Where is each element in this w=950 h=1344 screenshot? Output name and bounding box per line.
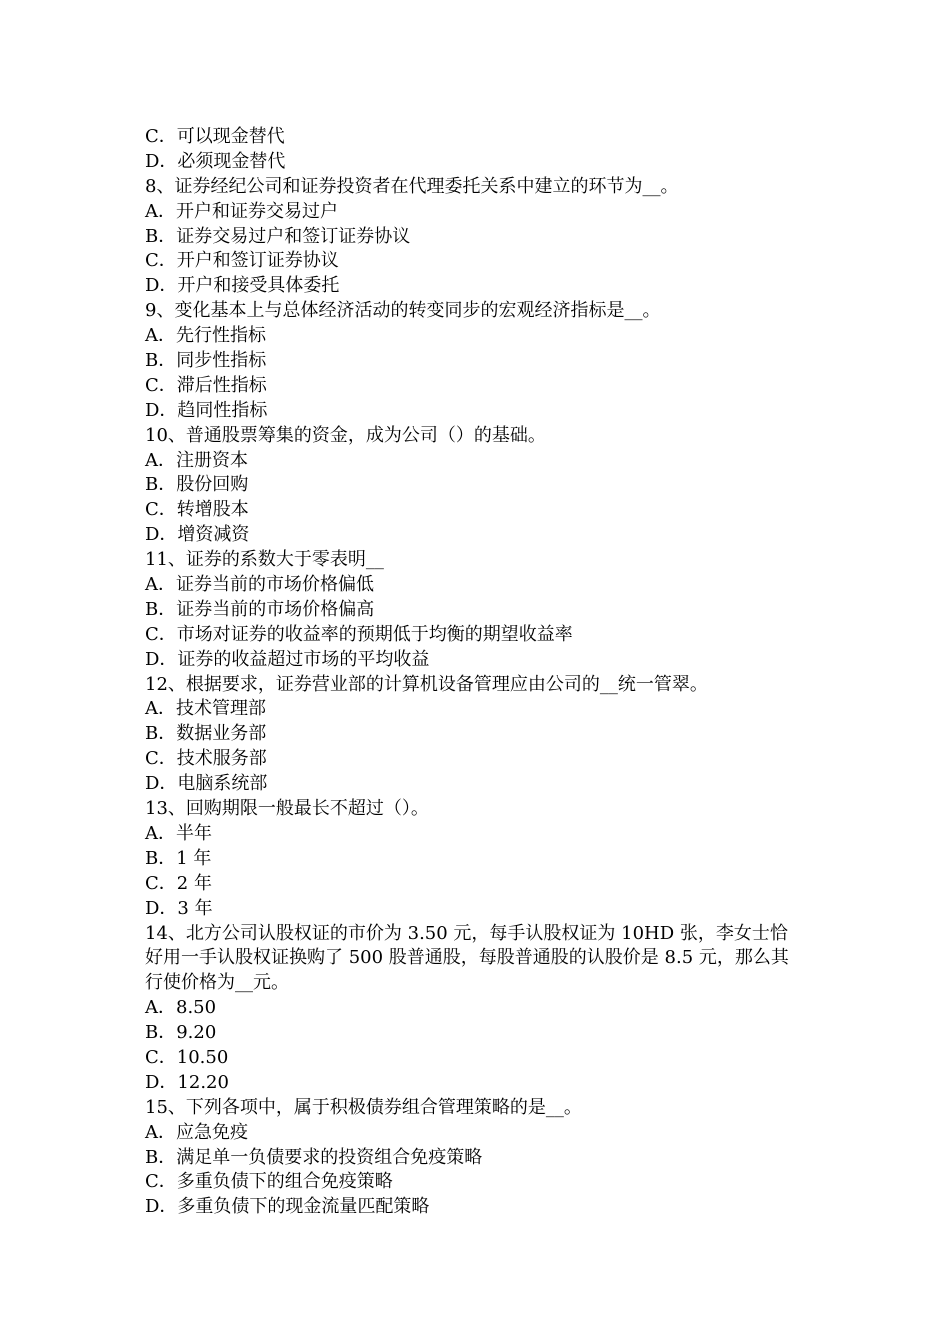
question-12-option-b: B．数据业务部 bbox=[145, 723, 267, 745]
question-15: 15、下列各项中，属于积极债券组合管理策略的是__。 bbox=[145, 1096, 582, 1118]
question-8: 8、证券经纪公司和证券投资者在代理委托关系中建立的环节为__。 bbox=[145, 175, 679, 197]
question-11-option-d: D．证券的收益超过市场的平均收益 bbox=[145, 648, 430, 670]
option-d-line: D．必须现金替代 bbox=[145, 150, 286, 172]
question-15-option-b: B．满足单一负债要求的投资组合免疫策略 bbox=[145, 1146, 483, 1168]
question-12-option-d: D．电脑系统部 bbox=[145, 773, 268, 795]
question-9-option-d: D．趋同性指标 bbox=[145, 399, 268, 421]
question-13-option-c: C．2 年 bbox=[145, 872, 212, 894]
question-10-option-d: D．增资减资 bbox=[145, 524, 250, 546]
question-8-option-c: C．开户和签订证券协议 bbox=[145, 250, 339, 272]
question-14-line-3: 行使价格为__元。 bbox=[145, 972, 289, 994]
question-15-option-a: A．应急免疫 bbox=[145, 1121, 248, 1143]
question-12-option-a: A．技术管理部 bbox=[145, 698, 266, 720]
question-13: 13、回购期限一般最长不超过（）。 bbox=[145, 798, 429, 820]
question-11-option-c: C．市场对证券的收益率的预期低于均衡的期望收益率 bbox=[145, 623, 573, 645]
question-15-option-c: C．多重负债下的组合免疫策略 bbox=[145, 1171, 393, 1193]
question-11-option-b: B．证券当前的市场价格偏高 bbox=[145, 598, 375, 620]
question-12: 12、根据要求，证券营业部的计算机设备管理应由公司的__统一管翠。 bbox=[145, 673, 708, 695]
question-9-option-c: C．滞后性指标 bbox=[145, 374, 267, 396]
question-10: 10、普通股票筹集的资金，成为公司（）的基础。 bbox=[145, 424, 546, 446]
question-11-option-a: A．证券当前的市场价格偏低 bbox=[145, 574, 374, 596]
question-14-option-a: A．8.50 bbox=[145, 997, 217, 1019]
question-9: 9、变化基本上与总体经济活动的转变同步的宏观经济指标是__。 bbox=[145, 300, 661, 322]
question-10-option-b: B．股份回购 bbox=[145, 474, 249, 496]
option-c-line: C．可以现金替代 bbox=[145, 126, 285, 147]
question-12-option-c: C．技术服务部 bbox=[145, 748, 267, 770]
question-14-line-1: 14、北方公司认股权证的市价为 3.50 元，每手认股权证为 10HD 张，李女士恰 bbox=[145, 922, 788, 944]
question-13-option-a: A．半年 bbox=[145, 822, 212, 844]
question-14-option-d: D．12.20 bbox=[145, 1071, 229, 1093]
question-10-option-a: A．注册资本 bbox=[145, 449, 248, 471]
question-14-line-2: 好用一手认股权证换购了 500 股普通股，每股普通股的认股价是 8.5 元，那么其 bbox=[145, 947, 789, 969]
question-8-option-b: B．证券交易过户和签订证券协议 bbox=[145, 225, 411, 247]
question-14-option-c: C．10.50 bbox=[145, 1046, 229, 1068]
question-10-option-c: C．转增股本 bbox=[145, 499, 249, 521]
document-body bbox=[145, 125, 815, 1220]
question-13-option-b: B．1 年 bbox=[145, 847, 212, 869]
question-13-option-d: D．3 年 bbox=[145, 897, 213, 919]
question-9-option-b: B．同步性指标 bbox=[145, 350, 267, 372]
question-8-option-a: A．开户和证券交易过户 bbox=[145, 200, 338, 222]
question-9-option-a: A．先行性指标 bbox=[145, 325, 266, 347]
question-14-option-b: B．9.20 bbox=[145, 1022, 217, 1044]
question-11: 11、证券的系数大于零表明__ bbox=[145, 549, 384, 571]
question-8-option-d: D．开户和接受具体委托 bbox=[145, 275, 340, 297]
question-15-option-d: D．多重负债下的现金流量匹配策略 bbox=[145, 1196, 430, 1218]
